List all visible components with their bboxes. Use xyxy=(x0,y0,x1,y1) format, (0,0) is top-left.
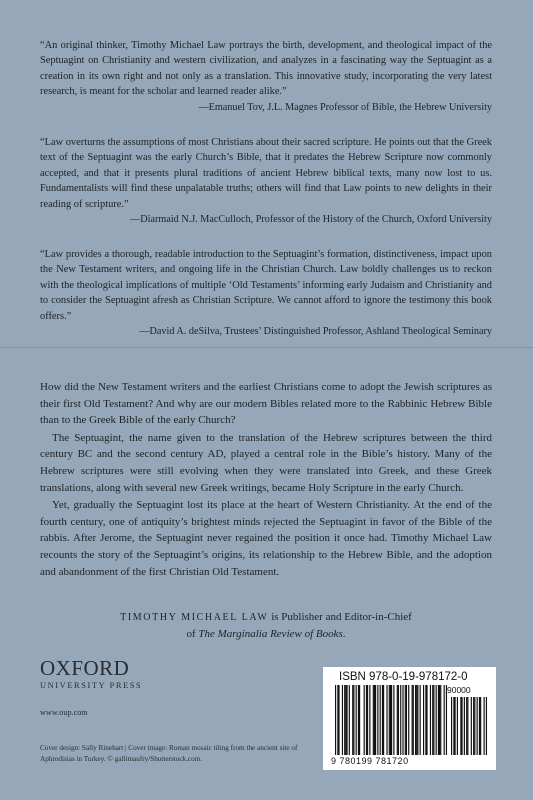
barcode-addon-bar xyxy=(474,697,475,755)
barcode-addon-bar xyxy=(473,697,474,755)
endorsement-text: “An original thinker, Timothy Michael Law portrays the birth, development, and theological impact of the Septuagint on Christianity and western civilization, and analyzes in a fascinating way the Septuagint as a creation in its own right and not only as a translation. This innovative study, incorporating the very latest research, is meant for the scholar and learned reader alike.” xyxy=(40,40,492,98)
barcode-bar xyxy=(342,685,343,755)
publisher-logo: OXFORD xyxy=(40,656,130,680)
barcode-bar xyxy=(349,685,350,755)
barcode-bar xyxy=(373,685,374,755)
barcode-bar xyxy=(390,685,391,755)
barcode-bar xyxy=(386,685,387,755)
barcode-bar xyxy=(389,685,390,755)
barcode-bar xyxy=(425,685,426,755)
barcode-addon-bar xyxy=(467,697,468,755)
barcode-bar xyxy=(416,685,417,755)
author-name: TIMOTHY MICHAEL LAW xyxy=(120,612,269,623)
barcode-addon-bar xyxy=(464,697,465,755)
barcode-bar xyxy=(415,685,416,755)
barcode-bar xyxy=(353,685,354,755)
barcode-addon-bar xyxy=(484,697,485,755)
endorsement-desilva xyxy=(40,247,492,339)
publisher-url[interactable]: www.oup.com xyxy=(40,708,88,717)
barcode-bar xyxy=(397,685,398,755)
barcode-bar xyxy=(402,685,403,755)
barcode-addon-bar xyxy=(453,697,454,755)
barcode-bar xyxy=(426,685,427,755)
barcode-bar xyxy=(420,685,421,755)
barcode-bar xyxy=(432,685,433,755)
barcode-addon-bar xyxy=(479,697,480,755)
barcode-bar xyxy=(408,685,409,755)
publication-title: The Marginalia Review of Books xyxy=(198,628,343,640)
author-prefix: of xyxy=(186,628,199,640)
barcode-addon-bar xyxy=(477,697,478,755)
endorsement-attribution: —David A. deSilva, Trustees’ Distinguished Professor, Ashland Theological Seminary xyxy=(139,326,492,338)
barcode-bar xyxy=(364,685,365,755)
barcode-bar xyxy=(366,685,367,755)
barcode-bar xyxy=(398,685,399,755)
author-role: is Publisher and Editor-in-Chief xyxy=(268,611,412,623)
barcode-bar xyxy=(440,685,441,755)
barcode-bar xyxy=(374,685,375,755)
barcode-bar xyxy=(352,685,353,755)
price-code: 90000 xyxy=(447,685,471,695)
barcode-bar xyxy=(369,685,370,755)
barcode-bar xyxy=(375,685,376,755)
endorsement-text: “Law overturns the assumptions of most Christians about their sacred scripture. He points out that the Greek text of the Septuagint was the early Church’s Bible, that it predates the Hebrew Scripture now commonly accepted, and that it presents plural traditions of ancient Hebrew biblical texts, many now lost to us. Fundamentalists will find these unpalatable truths; others will find that Law points to new delights in their reading of scripture.” xyxy=(40,137,492,210)
description-paragraph: Yet, gradually the Septuagint lost its place at the heart of Western Christianity. At the end of the fourth century, one of antiquity’s brightest minds rejected the Septuagint in favor of the Bible of the rabbis. After Jerome, the Septuagint never regained the position it once had. Timothy Michael Law recounts the story of the Septuagint’s origins, its relationship to the Hebrew Bible, and the adoption and abandonment of the first Christian Old Testament. xyxy=(40,499,492,578)
description-paragraph: How did the New Testament writers and the earliest Christians come to adopt the Jewish scriptures as their first Old Testament? And why are our modern Bibles related more to the Rabbinic Hebrew Bible than to the Greek Bible of the early Church? xyxy=(40,381,492,427)
barcode-addon-bar xyxy=(486,697,487,755)
barcode-bar xyxy=(382,685,383,755)
barcode-addon-bar xyxy=(460,697,461,755)
isbn-text: ISBN 978-0-19-978172-0 xyxy=(339,671,468,683)
barcode-bar xyxy=(338,685,339,755)
author-bio xyxy=(40,609,492,642)
description-paragraph: The Septuagint, the name given to the translation of the Hebrew scriptures between the third century BC and the second century AD, played a central role in the Bible’s history. Many of the Hebrew scriptures were still evolving when they were translated into Greek, and these Greek translations, along with several new Greek writings, became Holy Scripture in the early Church. xyxy=(40,431,492,494)
barcode-bar xyxy=(345,685,346,755)
barcode-bar xyxy=(356,685,357,755)
publisher-subtitle: UNIVERSITY PRESS xyxy=(40,681,143,690)
barcode-bar xyxy=(380,685,381,755)
barcode-bar xyxy=(377,685,378,755)
barcode-bar xyxy=(346,685,347,755)
book-description xyxy=(40,379,492,580)
barcode-icon xyxy=(329,685,491,757)
barcode-bar xyxy=(444,685,445,755)
barcode-addon-bar xyxy=(466,697,467,755)
barcode-addon-bar xyxy=(451,697,452,755)
barcode-bar xyxy=(413,685,414,755)
barcode-addon-bar xyxy=(457,697,458,755)
barcode-addon-bar xyxy=(454,697,455,755)
barcode-bar xyxy=(412,685,413,755)
endorsement-macculloch xyxy=(40,135,492,227)
barcode-bar xyxy=(335,685,336,755)
barcode-bar xyxy=(400,685,401,755)
barcode-bar xyxy=(430,685,431,755)
barcode-bar xyxy=(438,685,439,755)
barcode-addon-bar xyxy=(461,697,462,755)
barcode-bar xyxy=(358,685,359,755)
barcode-bar xyxy=(367,685,368,755)
barcode-label xyxy=(323,667,496,770)
barcode-bar xyxy=(417,685,418,755)
barcode-addon-bar xyxy=(471,697,472,755)
barcode-bar xyxy=(433,685,434,755)
barcode-bar xyxy=(436,685,437,755)
endorsement-attribution: —Emanuel Tov, J.L. Magnes Professor of Bible, the Hebrew University xyxy=(198,101,492,113)
barcode-bar xyxy=(359,685,360,755)
endorsement-text: “Law provides a thorough, readable introduction to the Septuagint’s formation, distinctiveness, impact upon the New Testament writers, and ongoing life in the Christian Church. Law boldly challenges us to reckon with the theological implications of multiple ‘Old Testaments’ informing early Judaism and Christianity and to consider the Septuagint afresh as Christian Scripture. We cannot afford to ignore the testimony this book offers.” xyxy=(40,249,492,322)
barcode-digits: 9 780199 781720 xyxy=(331,756,409,766)
author-suffix: . xyxy=(342,628,346,640)
barcode-bar xyxy=(383,685,384,755)
endorsement-tov xyxy=(40,38,492,115)
barcode-bar xyxy=(344,685,345,755)
barcode-bar xyxy=(337,685,338,755)
barcode-bar xyxy=(406,685,407,755)
barcode-addon-bar xyxy=(480,697,481,755)
section-divider xyxy=(0,347,533,348)
barcode-bar xyxy=(423,685,424,755)
barcode-bar xyxy=(391,685,392,755)
barcode-bar xyxy=(446,685,447,755)
barcode-bar xyxy=(405,685,406,755)
barcode-bar xyxy=(439,685,440,755)
endorsement-attribution: —Diarmaid N.J. MacCulloch, Professor of the History of the Church, Oxford University xyxy=(130,214,492,226)
cover-credits: Cover design: Sally Rinehart | Cover image: Roman mosaic tiling from the ancient site of Aphrodisias in Turkey. © gallimaufry/Shutterstock.com. xyxy=(40,744,298,763)
barcode-bar xyxy=(393,685,394,755)
